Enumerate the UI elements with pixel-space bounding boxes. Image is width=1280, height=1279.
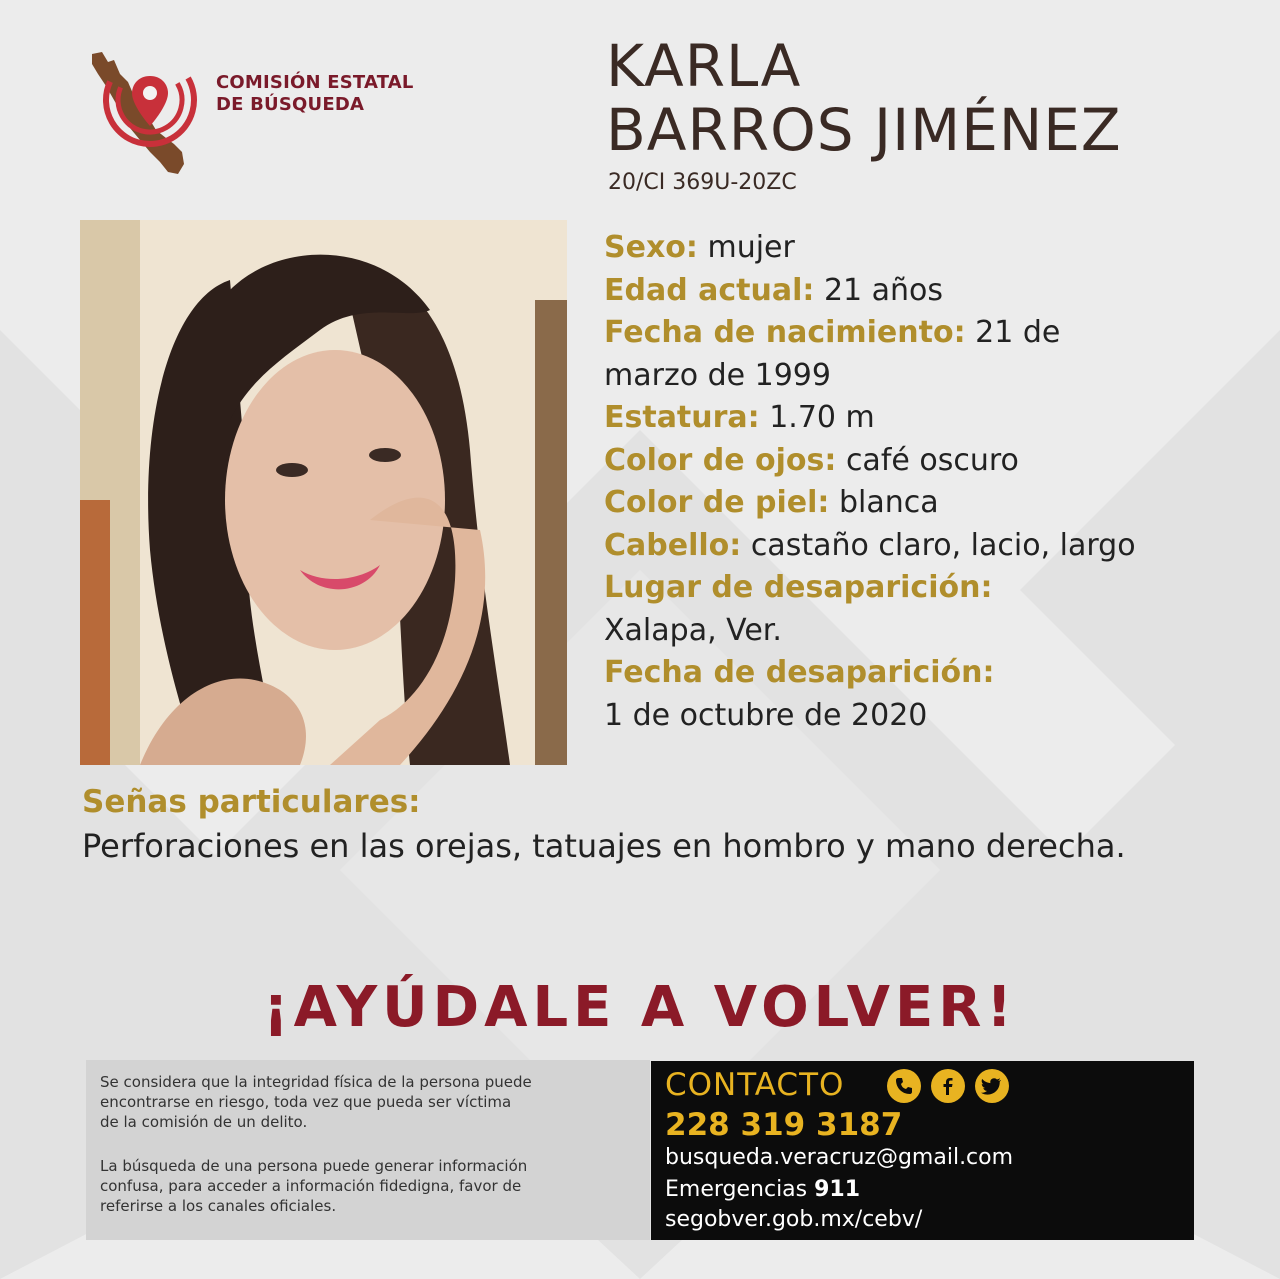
detail-label: Edad actual: — [604, 272, 815, 308]
detail-edad — [604, 270, 1244, 313]
emergencias-label: Emergencias — [665, 1177, 808, 1202]
disclaimer-line: La búsqueda de una persona puede generar información — [100, 1157, 528, 1175]
detail-value: castaño claro, lacio, largo — [750, 527, 1136, 563]
phone-icon[interactable] — [887, 1069, 921, 1103]
last-names: BARROS JIMÉNEZ — [606, 96, 1122, 164]
logo-line-1: COMISIÓN ESTATAL — [216, 72, 414, 93]
detail-fecha — [604, 695, 1244, 738]
detail-cabello — [604, 525, 1244, 568]
contact-website[interactable]: segobver.gob.mx/cebv/ — [665, 1207, 923, 1232]
contact-phone[interactable]: 228 319 3187 — [665, 1107, 903, 1143]
detail-value: blanca — [838, 485, 939, 520]
contact-box — [651, 1061, 1194, 1240]
contact-email[interactable]: busqueda.veracruz@gmail.com — [665, 1145, 1014, 1170]
disclaimer-paragraph-1 — [100, 1072, 620, 1132]
disclaimer-box — [86, 1060, 650, 1240]
disclaimer-line: confusa, para acceder a información fidedigna, favor de — [100, 1177, 522, 1195]
first-name: KARLA — [606, 32, 802, 100]
detail-label: Cabello: — [604, 527, 742, 563]
disclaimer-line: de la comisión de un delito. — [100, 1113, 308, 1131]
detail-value: marzo de 1999 — [604, 357, 831, 393]
disclaimer-line: referirse a los canales oficiales. — [100, 1197, 337, 1215]
contact-emergencias — [665, 1177, 860, 1202]
detail-label: Lugar de desaparición: — [604, 570, 993, 605]
twitter-icon[interactable] — [975, 1069, 1009, 1103]
senas-value: Perforaciones en las orejas, tatuajes en hombro y mano derecha. — [82, 827, 1126, 865]
detail-value: café oscuro — [845, 442, 1019, 478]
detail-lugar-label — [604, 567, 1244, 610]
disclaimer-line: encontrarse en riesgo, toda vez que pueda ser víctima — [100, 1093, 512, 1111]
detail-label: Estatura: — [604, 400, 760, 435]
facebook-icon[interactable] — [931, 1069, 965, 1103]
detail-value: 1 de octubre de 2020 — [604, 697, 928, 733]
detail-nacimiento-cont — [604, 355, 1244, 398]
contact-title: CONTACTO — [665, 1067, 845, 1103]
senas-label: Señas particulares: — [82, 784, 421, 820]
case-id: 20/CI 369U-20ZC — [608, 170, 797, 195]
person-details — [604, 227, 1244, 737]
logo-text — [216, 72, 414, 116]
detail-label: Color de piel: — [604, 485, 830, 520]
detail-ojos — [604, 440, 1244, 483]
detail-label: Color de ojos: — [604, 442, 837, 478]
person-name — [606, 34, 1122, 162]
detail-value: Xalapa, Ver. — [604, 612, 782, 648]
disclaimer-line: Se considera que la integridad física de la persona puede — [100, 1073, 532, 1091]
contact-icons — [887, 1069, 1009, 1103]
distinguishing-marks — [82, 781, 1262, 869]
disclaimer-paragraph-2 — [100, 1156, 620, 1216]
call-to-action: ¡AYÚDALE A VOLVER! — [263, 975, 1017, 1040]
detail-label: Fecha de nacimiento: — [604, 315, 966, 350]
detail-value: 21 de — [975, 315, 1061, 350]
detail-piel — [604, 482, 1244, 525]
detail-value: mujer — [707, 230, 795, 265]
detail-lugar — [604, 610, 1244, 653]
detail-fecha-label — [604, 652, 1244, 695]
detail-value: 21 años — [823, 272, 944, 308]
person-photo — [80, 220, 567, 765]
detail-nacimiento — [604, 312, 1244, 355]
detail-sexo — [604, 227, 1244, 270]
emergencias-number[interactable]: 911 — [814, 1177, 861, 1202]
detail-label: Sexo: — [604, 230, 698, 265]
detail-estatura — [604, 397, 1244, 440]
logo-line-2: DE BÚSQUEDA — [216, 94, 365, 115]
detail-label: Fecha de desaparición: — [604, 655, 995, 690]
detail-value: 1.70 m — [769, 400, 875, 435]
